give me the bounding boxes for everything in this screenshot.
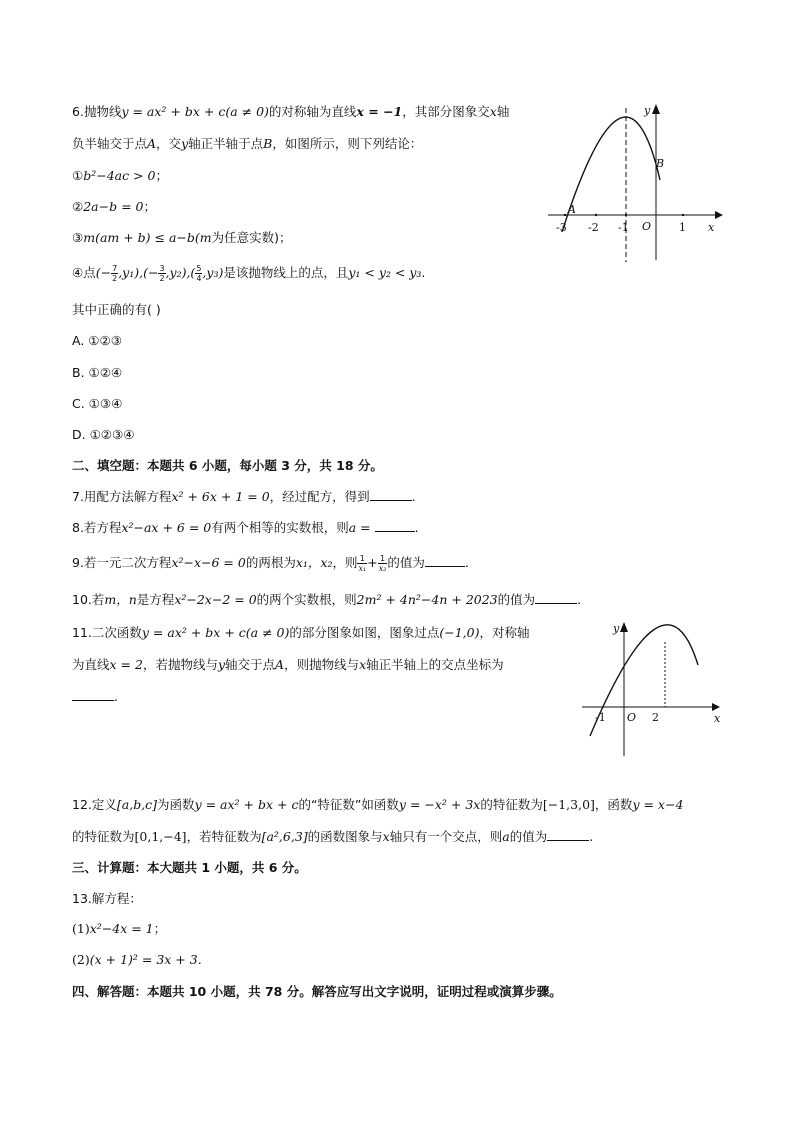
answer-blank[interactable] <box>547 828 589 841</box>
q12-expr: [0,1,−4] <box>134 829 187 844</box>
q11-parabola-graph <box>580 618 730 758</box>
statement-mark: ② <box>72 199 84 214</box>
q12-text: 为函数 <box>157 797 195 812</box>
graph-label-y: y <box>613 622 620 635</box>
q11-var: y <box>217 657 226 672</box>
q10-text: 的值为 <box>497 592 536 607</box>
q10-expr: 2m² + 4n²−4n + 2023 <box>356 592 498 607</box>
statement-end: ； <box>155 168 168 183</box>
q11-end: . <box>114 689 118 704</box>
q11-text: ，对称轴 <box>479 625 530 640</box>
q6-axis: x = −1 <box>356 104 403 119</box>
q6-statement-1 <box>72 167 168 185</box>
q12-text: 12.定义 <box>72 797 117 812</box>
q11-line3 <box>72 688 118 706</box>
numerator: 1 <box>357 554 367 564</box>
q11-text: ，则抛物线与 <box>284 657 360 672</box>
q6-text: 轴正半轴于点 <box>188 136 264 151</box>
q9-text: 的两根为 <box>245 555 296 570</box>
q12-text: 的函数图象与 <box>307 829 383 844</box>
option-d[interactable]: D. ①②③④ <box>72 427 135 442</box>
q6-text: 抛物线 <box>83 104 122 119</box>
q9-equation: x²−x−6 = 0 <box>171 555 246 570</box>
q11-text: 轴交于点 <box>225 657 276 672</box>
statement-text: 点 <box>83 265 96 280</box>
q6-equation: y = ax² + bx + c(a ≠ 0) <box>121 104 269 119</box>
q6-var: A <box>147 136 157 151</box>
q7-text: ，经过配方，得到 <box>269 489 370 504</box>
part-equation: x²−4x = 1 <box>89 921 154 936</box>
q8-var: a = <box>348 520 375 535</box>
denominator: 2 <box>112 274 118 283</box>
tick-dot <box>595 214 597 216</box>
statement-text: 为任意实数) <box>211 230 280 245</box>
fraction <box>378 554 388 573</box>
statement-end: . <box>421 265 426 280</box>
q12-var: a <box>502 829 510 844</box>
graph-label-b: B <box>656 157 665 170</box>
q6-ask: 其中正确的有( ) <box>72 302 161 317</box>
q6-number: 6. <box>72 104 84 119</box>
q6-text: ，如图所示，则下列结论： <box>272 136 423 151</box>
x-axis-arrow <box>712 703 720 711</box>
answer-blank[interactable] <box>425 554 465 567</box>
q6-statement-3 <box>72 229 292 247</box>
tick-label: -1 <box>618 221 629 234</box>
q13-title: 13.解方程： <box>72 891 142 906</box>
fraction <box>158 264 165 283</box>
part-end: . <box>197 952 202 967</box>
denominator: 2 <box>159 274 165 283</box>
q8-equation: x²−ax + 6 = 0 <box>121 520 212 535</box>
tick-label: -2 <box>588 221 599 234</box>
q8-text: 8.若方程 <box>72 520 122 535</box>
q11-text: 为直线 <box>72 657 110 672</box>
part-number: (2) <box>72 952 90 967</box>
tick-label: 1 <box>679 221 686 234</box>
q11-text: 轴正半轴上的交点坐标为 <box>366 657 504 672</box>
plus-sign: + <box>367 555 378 570</box>
statement-text: 是该抛物线上的点，且 <box>223 265 349 280</box>
parabola-curve <box>590 625 698 736</box>
q11-text: ，若抛物线与 <box>142 657 218 672</box>
answer-blank[interactable] <box>370 488 412 501</box>
q12-expr: [a,b,c] <box>116 797 158 812</box>
q6-var: x <box>489 104 497 119</box>
q12-end: . <box>589 829 594 844</box>
q6-text: ，其部分图象交 <box>402 104 490 119</box>
q12-expr: [−1,3,0] <box>542 797 595 812</box>
q12-text: 的值为 <box>509 829 548 844</box>
q11-equation: y = ax² + bx + c(a ≠ 0) <box>141 625 290 640</box>
q7 <box>72 488 416 506</box>
q11-var: A <box>275 657 285 672</box>
q8-text: 有两个相等的实数根，则 <box>211 520 349 535</box>
q12-text: 的“特征数”如函数 <box>298 797 399 812</box>
fraction <box>357 554 367 573</box>
q10-end: . <box>577 592 582 607</box>
q10-vars: m，n <box>104 592 137 607</box>
graph-label-x: x <box>708 221 715 234</box>
option-b[interactable]: B. ①②④ <box>72 365 123 380</box>
section-4-heading: 四、解答题：本题共 10 小题，共 78 分。解答应写出文字说明，证明过程或演算步骤。 <box>72 984 562 999</box>
q12-text: ，若特征数为 <box>186 829 262 844</box>
statement-expr: 2a−b = 0 <box>83 199 144 214</box>
q9 <box>72 554 469 573</box>
q11-var: x <box>359 657 367 672</box>
answer-blank[interactable] <box>72 688 114 701</box>
q6-line1 <box>72 103 509 121</box>
q12-equation: y = −x² + 3x <box>398 797 481 812</box>
denominator: x₂ <box>378 564 387 573</box>
q6-line2 <box>72 135 422 153</box>
q10-text: 是方程 <box>136 592 175 607</box>
tick-label: -3 <box>556 221 567 234</box>
y-axis-arrow <box>652 104 660 114</box>
statement-expr: b²−4ac > 0 <box>83 168 156 183</box>
q9-text: 9.若一元二次方程 <box>72 555 172 570</box>
q6-text: ，交 <box>156 136 182 151</box>
q6-text: 轴 <box>496 104 510 119</box>
q11-line2 <box>72 656 504 674</box>
q9-end: . <box>464 555 469 570</box>
q11-text: 11.二次函数 <box>72 625 142 640</box>
y-axis-arrow <box>620 622 628 632</box>
q11-equation: x = 2 <box>109 657 143 672</box>
statement-expr: y₁ < y₂ < y₃ <box>348 265 422 280</box>
q12-equation: y = x−4 <box>632 797 684 812</box>
q6-var: y <box>181 136 189 151</box>
point: ,y₃) <box>202 265 224 280</box>
q6-var: B <box>263 136 273 151</box>
q12-text: 轴只有一个交点，则 <box>389 829 503 844</box>
q12-var: x <box>382 829 390 844</box>
q10-text: 的两个实数根，则 <box>256 592 357 607</box>
q13-part-1 <box>72 920 166 938</box>
answer-blank[interactable] <box>535 591 577 604</box>
section-2-heading: 二、填空题：本题共 6 小题，每小题 3 分，共 18 分。 <box>72 458 383 473</box>
q6-statement-2 <box>72 198 156 216</box>
statement-expr: m(am + b) ≤ a−b(m <box>83 230 212 245</box>
tick-dot <box>625 214 627 216</box>
q12-equation: y = ax² + bx + c <box>194 797 299 812</box>
section-3-heading: 三、计算题：本大题共 1 小题，共 6 分。 <box>72 860 307 875</box>
q7-equation: x² + 6x + 1 = 0 <box>171 489 270 504</box>
statement-mark: ① <box>72 168 84 183</box>
q11-line1 <box>72 624 530 642</box>
tick-dot <box>682 214 684 216</box>
q12-line1 <box>72 796 683 814</box>
q7-text: 7.用配方法解方程 <box>72 489 172 504</box>
denominator: 4 <box>196 274 202 283</box>
graph-label-o: O <box>627 711 637 724</box>
q10 <box>72 591 581 609</box>
statement-end: ； <box>279 230 292 245</box>
tick-dot <box>564 214 566 216</box>
statement-end: ； <box>143 199 156 214</box>
statement-mark: ④ <box>72 265 84 280</box>
q11-text: 的部分图象如图，图象过点 <box>289 625 440 640</box>
point: ,y₁),(− <box>118 265 159 280</box>
q9-text: ，则 <box>332 555 358 570</box>
numerator: 1 <box>378 554 388 564</box>
part-equation: (x + 1)² = 3x + 3 <box>89 952 198 967</box>
q12-text: 的特征数为 <box>480 797 543 812</box>
q9-text: 的值为 <box>387 555 425 570</box>
point: (− <box>95 265 112 280</box>
q10-text: 10.若 <box>72 592 105 607</box>
q6-text: 的对称轴为直线 <box>268 104 357 119</box>
q8-end: . <box>414 520 419 535</box>
q6-statement-4 <box>72 264 425 283</box>
graph-label-y: y <box>644 104 651 117</box>
graph-label-a: A <box>568 203 576 216</box>
answer-blank[interactable] <box>375 519 415 532</box>
numerator: 3 <box>159 264 165 273</box>
q9-roots: x₁，x₂ <box>295 555 333 570</box>
q10-equation: x²−2x−2 = 0 <box>174 592 257 607</box>
tick-label: -1 <box>595 711 606 724</box>
q12-expr: [a²,6,3] <box>261 829 308 844</box>
point: ,y₂),( <box>165 265 196 280</box>
q11-point: (−1,0) <box>439 625 480 640</box>
graph-label-x: x <box>714 712 721 725</box>
part-end: ； <box>153 921 167 936</box>
q8 <box>72 519 419 537</box>
x-axis-arrow <box>715 211 723 219</box>
q6-parabola-graph <box>540 100 730 265</box>
numerator: 5 <box>196 264 202 273</box>
option-a[interactable]: A. ①②③ <box>72 333 122 348</box>
tick-label: 2 <box>652 711 659 724</box>
q13-part-2 <box>72 951 202 969</box>
q7-end: . <box>411 489 416 504</box>
graph-label-o: O <box>642 220 652 233</box>
q12-text: 的特征数为 <box>72 829 135 844</box>
part-number: (1) <box>72 921 90 936</box>
q6-text: 负半轴交于点 <box>72 136 148 151</box>
option-c[interactable]: C. ①③④ <box>72 396 123 411</box>
q12-text: ，函数 <box>594 797 633 812</box>
numerator: 7 <box>112 264 118 273</box>
statement-mark: ③ <box>72 230 84 245</box>
denominator: x₁ <box>358 564 367 573</box>
q12-line2 <box>72 828 593 846</box>
